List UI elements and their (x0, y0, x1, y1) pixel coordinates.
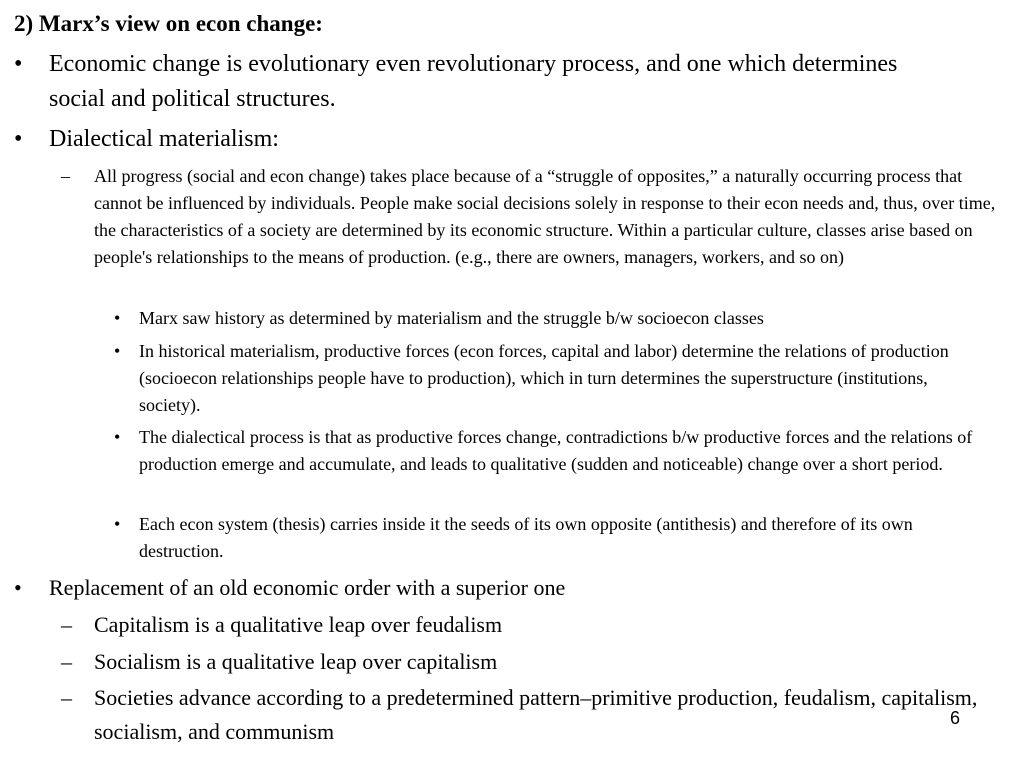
bullet-text: Socialism is a qualitative leap over capitalism (94, 649, 498, 674)
bullet-marker: • (114, 427, 121, 447)
bullet-marker: • (14, 51, 23, 77)
bullet-text: Economic change is evolutionary even revolutionary process, and one which determines social and political structures. (49, 51, 898, 112)
bullet-text: The dialectical process is that as productive forces change, contradictions b/w productive forces and the relations of production emerge and accumulate, and leads to qualitative (sudden and noticeable) change over a short period. (139, 427, 973, 474)
bullet-level3 (114, 338, 974, 419)
bullet-level2 (61, 607, 961, 642)
bullet-level1 (14, 122, 914, 157)
bullet-level3 (114, 511, 954, 565)
bullet-marker: • (14, 575, 22, 600)
bullet-level3 (114, 424, 994, 478)
dash-marker: – (61, 612, 72, 637)
bullet-text: Each econ system (thesis) carries inside it the seeds of its own opposite (antithesis) and therefore of its own destruction. (139, 514, 913, 561)
bullet-text: Replacement of an old economic order with a superior one (49, 575, 566, 600)
bullet-level2 (61, 163, 996, 271)
bullet-level3 (114, 305, 994, 332)
slide-title: 2) Marx’s view on econ change: (14, 11, 323, 36)
bullet-text: Societies advance according to a predetermined pattern–primitive production, feudalism, capitalism, socialism, and communism (94, 685, 978, 744)
bullet-marker: • (114, 341, 121, 361)
bullet-level2 (61, 681, 1011, 749)
bullet-level2 (61, 644, 961, 679)
bullet-text: All progress (social and econ change) takes place because of a “struggle of opposites,” a naturally occurring process that cannot be influenced by individuals. People make social decisions solely in response to their econ needs and, thus, over time, the characteristics of a society are determined by its economic structure. Within a particular culture, classes arise based on people's relationships to the means of production. (e.g., there are owners, managers, workers, and so on) (94, 166, 996, 267)
bullet-text: In historical materialism, productive forces (econ forces, capital and labor) determine the relations of production (socioecon relationships people have to production), which in turn determines the superstructure (institutions, society). (139, 341, 949, 415)
bullet-marker: • (14, 126, 23, 152)
dash-marker: – (61, 685, 72, 710)
bullet-level1 (14, 570, 914, 605)
bullet-level1 (14, 47, 914, 117)
bullet-text: Dialectical materialism: (49, 126, 279, 152)
dash-marker: – (61, 649, 72, 674)
dash-marker: – (61, 166, 70, 186)
bullet-marker: • (114, 308, 121, 328)
bullet-marker: • (114, 514, 121, 534)
bullet-text: Marx saw history as determined by materialism and the struggle b/w socioecon classes (139, 308, 764, 328)
page-number: 6 (950, 708, 961, 728)
bullet-text: Capitalism is a qualitative leap over feudalism (94, 612, 503, 637)
